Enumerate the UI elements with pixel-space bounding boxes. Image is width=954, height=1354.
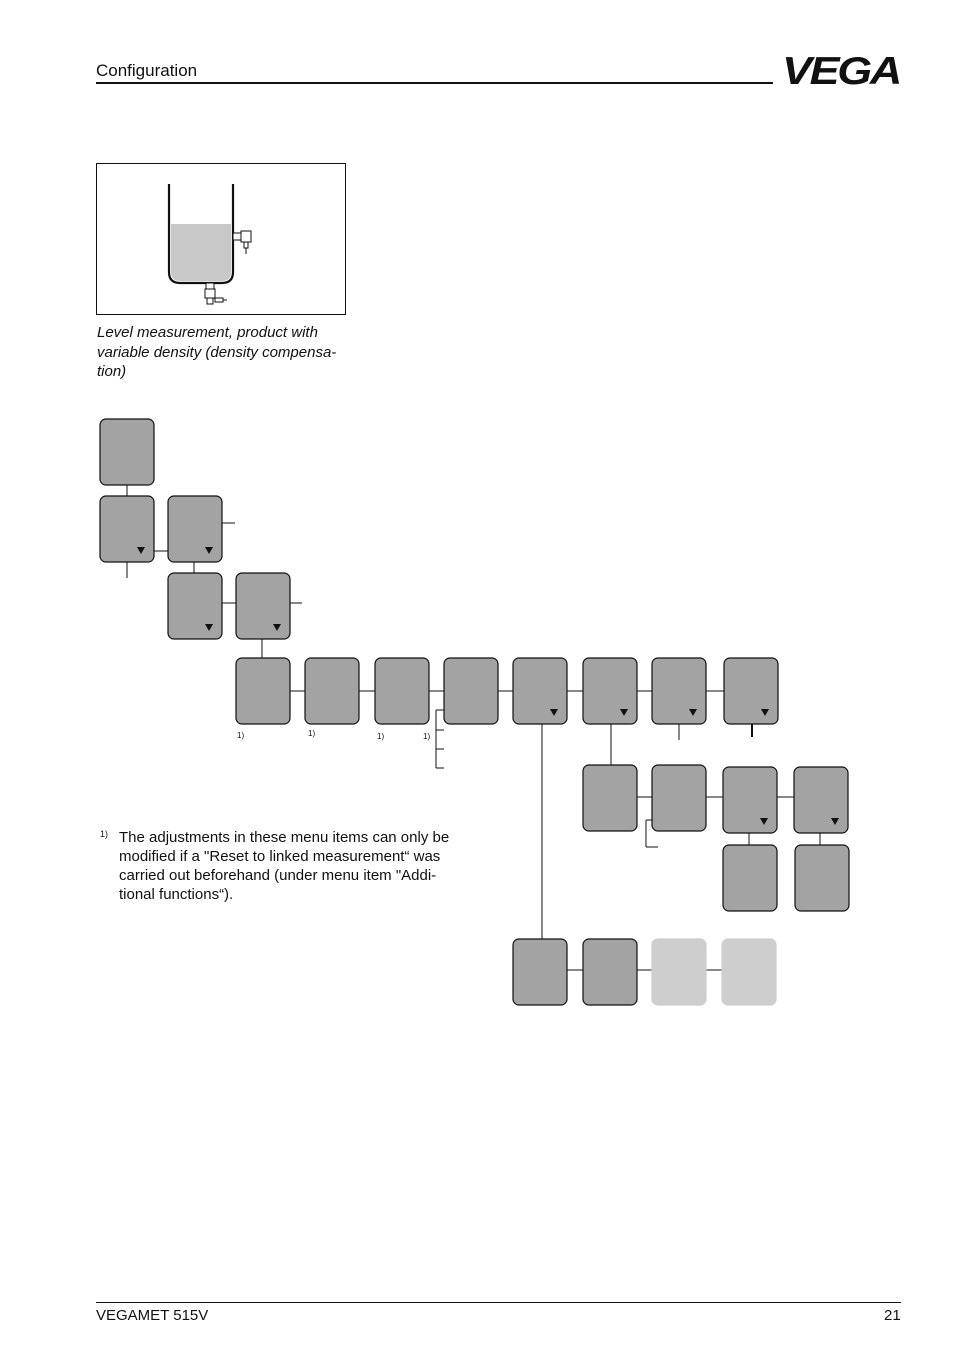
menu-box xyxy=(583,765,637,831)
menu-box xyxy=(444,658,498,724)
footnote-text xyxy=(119,828,484,904)
vega-logo-wordmark: VEGA xyxy=(782,52,900,86)
menu-box xyxy=(652,939,706,1005)
menu-box xyxy=(168,496,222,562)
menu-box xyxy=(236,658,290,724)
menu-box xyxy=(723,767,777,833)
footnote-line: The adjustments in these menu items can only be xyxy=(119,829,450,846)
menu-box xyxy=(375,658,429,724)
footer-product-name: VEGAMET 515V xyxy=(96,1307,209,1324)
menu-box xyxy=(724,658,778,724)
menu-box xyxy=(513,658,567,724)
menu-box xyxy=(305,658,359,724)
menu-box xyxy=(795,845,849,911)
footnote-marker: 1) xyxy=(100,829,109,839)
footnote-line: carried out beforehand (under menu item "Addi- xyxy=(119,867,437,884)
footnote-ref: 1) xyxy=(237,731,245,740)
figure-caption-line: Level measurement, product with xyxy=(97,324,318,341)
menu-box xyxy=(722,939,776,1005)
footnote-line: modified if a "Reset to linked measurement“ was xyxy=(119,848,441,865)
menu-box xyxy=(100,496,154,562)
menu-boxes xyxy=(100,419,849,1005)
footer-rule xyxy=(96,1302,901,1303)
menu-box xyxy=(100,419,154,485)
menu-box xyxy=(723,845,777,911)
menu-box xyxy=(168,573,222,639)
footer-page-number: 21 xyxy=(884,1307,901,1324)
menu-box xyxy=(583,658,637,724)
menu-box xyxy=(652,765,706,831)
menu-box xyxy=(652,658,706,724)
footnote-ref: 1) xyxy=(308,729,316,738)
figure-caption-line: tion) xyxy=(97,363,127,380)
footnote-ref: 1) xyxy=(423,732,431,741)
menu-box xyxy=(236,573,290,639)
menu-box xyxy=(513,939,567,1005)
footnote-ref: 1) xyxy=(377,732,385,741)
footnote-line: tional functions“). xyxy=(119,886,234,903)
menu-box xyxy=(794,767,848,833)
menu-box xyxy=(583,939,637,1005)
figure-caption-line: variable density (density compensa- xyxy=(97,343,337,361)
page-header-title: Configuration xyxy=(96,61,198,80)
